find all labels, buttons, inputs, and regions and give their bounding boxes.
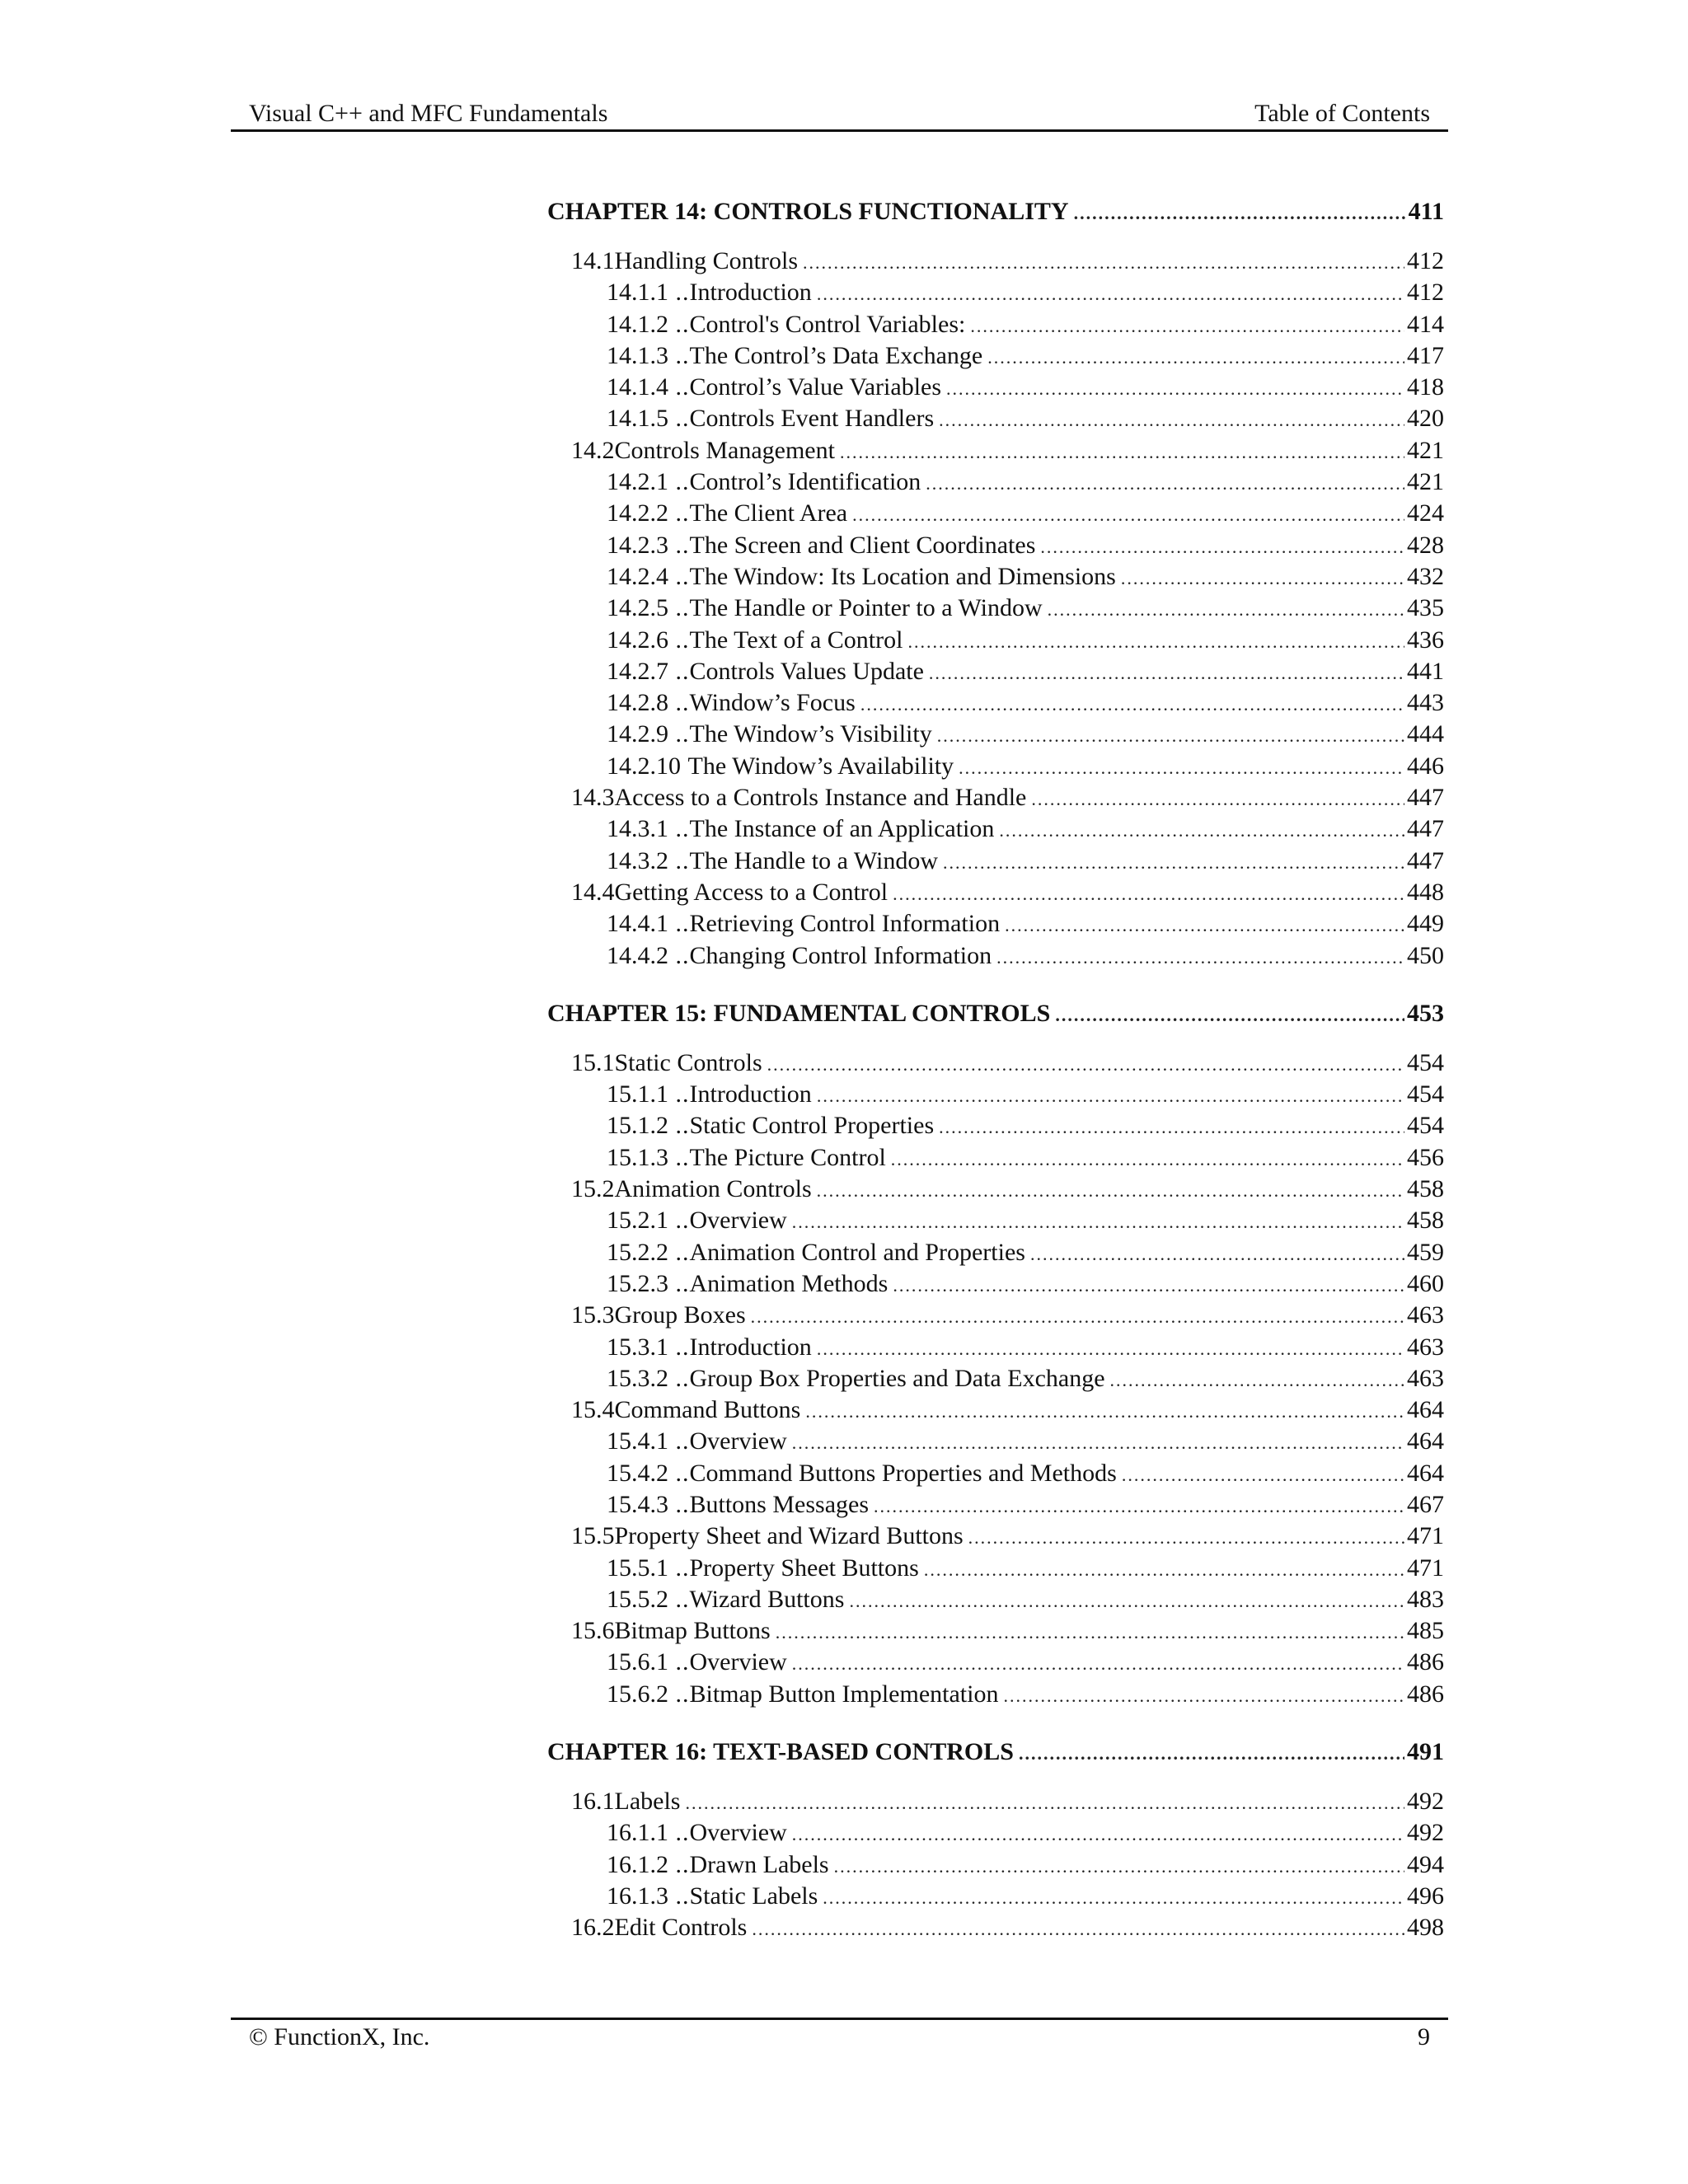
entry-page: 424 [1407, 499, 1444, 527]
entry-title: Overview [689, 1207, 787, 1235]
page-footer [231, 2018, 1448, 2055]
entry-title: Property Sheet Buttons [689, 1554, 919, 1582]
entry-title: Animation Control and Properties [689, 1238, 1025, 1266]
entry-title: The Client Area [689, 499, 848, 527]
entry-number: 15.1 [571, 1048, 615, 1076]
dot-leader [852, 499, 1404, 531]
toc-section-entry[interactable] [547, 1786, 1444, 1817]
entry-number: 14.2.3 .. [607, 530, 690, 561]
entry-number: 14.4.1 .. [607, 908, 690, 940]
entry-title: Introduction [689, 1333, 812, 1361]
dot-leader [1055, 1005, 1404, 1026]
entry-page: 486 [1407, 1680, 1444, 1708]
entry-page: 494 [1407, 1850, 1444, 1878]
dot-leader [1030, 1239, 1404, 1270]
toc-subsection-entry[interactable] [547, 1679, 1444, 1710]
entry-page: 443 [1407, 689, 1444, 717]
dot-leader [946, 373, 1404, 405]
dot-leader [817, 279, 1404, 310]
entry-page: 447 [1407, 846, 1444, 874]
entry-title: Overview [689, 1648, 787, 1676]
dot-leader [803, 247, 1404, 279]
dot-leader [1019, 1743, 1404, 1765]
dot-leader [939, 1112, 1404, 1143]
entry-page: 447 [1407, 815, 1444, 843]
dot-leader [1048, 594, 1404, 626]
entry-title: Labels [614, 1788, 681, 1816]
entry-number: 15.1.2 .. [607, 1110, 690, 1141]
dot-leader [1005, 910, 1404, 941]
entry-page: 446 [1407, 752, 1444, 780]
dot-leader [907, 626, 1404, 658]
entry-page: 441 [1407, 657, 1444, 685]
entry-title: Animation Controls [614, 1175, 812, 1203]
entry-number: 14.3.1 .. [607, 813, 690, 845]
chapter-14 [547, 198, 1444, 972]
entry-number: 15.3 [571, 1301, 615, 1329]
toc-section-entry[interactable] [547, 1174, 1444, 1205]
entry-title: The Handle to a Window [689, 846, 938, 874]
dot-leader [752, 1914, 1404, 1945]
entry-title: Bitmap Button Implementation [689, 1680, 999, 1708]
toc-subsection-entry[interactable] [547, 277, 1444, 308]
chapter-heading[interactable] [547, 1000, 1444, 1036]
entry-number: 16.1.2 .. [607, 1849, 690, 1881]
toc-subsection-entry[interactable] [547, 530, 1444, 561]
entry-title: Retrieving Control Information [689, 910, 1001, 938]
dot-leader [817, 1333, 1404, 1365]
toc-subsection-entry[interactable] [547, 940, 1444, 972]
chapter-entries [547, 1786, 1444, 1943]
entry-page: 459 [1407, 1238, 1444, 1266]
entry-title: Command Buttons Properties and Methods [689, 1459, 1117, 1487]
entry-page: 421 [1407, 436, 1444, 464]
entry-number: 15.5 [571, 1522, 615, 1550]
entry-title: The Window’s Visibility [689, 720, 932, 748]
entry-title: The Screen and Client Coordinates [689, 531, 1036, 559]
entry-page: 464 [1407, 1427, 1444, 1455]
toc-section-entry[interactable] [547, 1912, 1444, 1943]
entry-title: Buttons Messages [689, 1490, 869, 1518]
entry-page: 414 [1407, 310, 1444, 338]
entry-title: Overview [689, 1427, 787, 1455]
entry-page: 449 [1407, 910, 1444, 938]
entry-page: 492 [1407, 1819, 1444, 1847]
toc-subsection-entry[interactable] [547, 561, 1444, 593]
dot-leader [999, 815, 1404, 846]
dot-leader [959, 752, 1404, 784]
entry-number: 14.1.3 .. [607, 340, 690, 372]
entry-page: 448 [1407, 878, 1444, 906]
entry-page: 417 [1407, 341, 1444, 369]
page-number: 9 [1418, 2023, 1430, 2050]
dot-leader [996, 942, 1404, 973]
entry-number: 14.4.2 .. [607, 940, 690, 972]
toc-subsection-entry[interactable] [547, 1205, 1444, 1236]
toc-subsection-entry[interactable] [547, 372, 1444, 403]
toc-subsection-entry[interactable] [547, 1237, 1444, 1268]
dot-leader [805, 1396, 1404, 1427]
entry-number: 15.6.2 .. [607, 1679, 690, 1710]
dot-leader [893, 1270, 1404, 1301]
toc-subsection-entry[interactable] [547, 340, 1444, 372]
entry-page: 428 [1407, 531, 1444, 559]
entry-number: 14.2.5 .. [607, 593, 690, 624]
page-header [231, 97, 1448, 132]
entry-page: 463 [1407, 1364, 1444, 1392]
toc-subsection-entry[interactable] [547, 1849, 1444, 1881]
entry-title: The Control’s Data Exchange [689, 341, 983, 369]
entry-number: 14.1 [571, 247, 615, 274]
entry-page: 432 [1407, 562, 1444, 590]
entry-page: 460 [1407, 1269, 1444, 1297]
dot-leader [751, 1301, 1404, 1333]
entry-number: 14.2.7 .. [607, 656, 690, 687]
entry-title: Changing Control Information [689, 941, 992, 969]
entry-title: Animation Methods [689, 1269, 889, 1297]
toc-section-entry[interactable] [547, 1047, 1444, 1079]
entry-page: 420 [1407, 405, 1444, 433]
entry-title: Static Control Properties [689, 1112, 935, 1140]
entry-number: 14.4 [571, 878, 615, 906]
toc-subsection-entry[interactable] [547, 1332, 1444, 1363]
dot-leader [968, 1522, 1404, 1554]
dot-leader [891, 1144, 1404, 1175]
entry-title: The Window’s Availability [687, 752, 954, 780]
toc-subsection-entry[interactable] [547, 1363, 1444, 1394]
toc-section-entry[interactable] [547, 877, 1444, 908]
entry-title: The Instance of an Application [689, 815, 995, 843]
toc-subsection-entry[interactable] [547, 1881, 1444, 1912]
entry-title: The Window: Its Location and Dimensions [689, 562, 1116, 590]
entry-title: Controls Values Update [689, 657, 924, 685]
entry-title: Access to a Controls Instance and Handle [614, 784, 1027, 812]
toc-subsection-entry[interactable] [547, 498, 1444, 529]
toc-subsection-entry[interactable] [547, 1142, 1444, 1174]
entry-page: 483 [1407, 1585, 1444, 1613]
entry-number: 15.2.1 .. [607, 1205, 690, 1236]
chapter-page: 491 [1407, 1738, 1444, 1766]
chapter-16 [547, 1738, 1444, 1943]
entry-title: Control’s Value Variables [689, 373, 942, 401]
entry-page: 435 [1407, 594, 1444, 622]
entry-title: Control's Control Variables: [689, 310, 966, 338]
entry-title: Control’s Identification [689, 468, 921, 496]
dot-leader [924, 1554, 1404, 1586]
chapter-heading[interactable] [547, 198, 1444, 234]
chapter-entries [547, 1047, 1444, 1710]
dot-leader [929, 658, 1404, 689]
entry-number: 15.4.2 .. [607, 1458, 690, 1489]
toc-subsection-entry[interactable] [547, 625, 1444, 656]
entry-number: 14.2 [571, 436, 615, 464]
entry-title: Static Labels [689, 1882, 818, 1910]
entry-title: Window’s Focus [689, 689, 856, 717]
dot-leader [874, 1491, 1404, 1522]
entry-title: Static Controls [614, 1048, 762, 1076]
entry-number: 15.4 [571, 1396, 615, 1424]
entry-page: 444 [1407, 720, 1444, 748]
entry-title: The Handle or Pointer to a Window [689, 594, 1043, 622]
entry-title: The Picture Control [689, 1143, 886, 1171]
entry-number: 15.6.1 .. [607, 1647, 690, 1678]
toc-subsection-entry[interactable] [547, 1584, 1444, 1615]
entry-number: 15.1.1 .. [607, 1079, 690, 1110]
entry-page: 463 [1407, 1301, 1444, 1329]
entry-number: 15.4.1 .. [607, 1426, 690, 1457]
dot-leader [1040, 532, 1404, 563]
entry-page: 412 [1407, 279, 1444, 307]
dot-leader [685, 1788, 1404, 1819]
dot-leader [1110, 1365, 1404, 1396]
dot-leader [849, 1586, 1404, 1617]
chapter-heading[interactable] [547, 1738, 1444, 1774]
chapter-title: CHAPTER 15: FUNDAMENTAL CONTROLS [547, 999, 1051, 1027]
entry-title: Command Buttons [614, 1396, 801, 1424]
entry-number: 14.2.4 .. [607, 561, 690, 593]
section-title: Table of Contents [1254, 100, 1430, 127]
toc-section-entry[interactable] [547, 1615, 1444, 1647]
toc-section-entry[interactable] [547, 435, 1444, 466]
dot-leader [817, 1080, 1404, 1112]
entry-number: 16.1.1 .. [607, 1817, 690, 1849]
entry-page: 464 [1407, 1459, 1444, 1487]
dot-leader [767, 1049, 1404, 1080]
toc-subsection-entry[interactable] [547, 1647, 1444, 1678]
chapter-page: 411 [1408, 198, 1444, 225]
entry-page: 454 [1407, 1080, 1444, 1108]
entry-page: 458 [1407, 1207, 1444, 1235]
toc-subsection-entry[interactable] [547, 908, 1444, 940]
toc-section-entry[interactable] [547, 782, 1444, 813]
entry-number: 14.2.1 .. [607, 466, 690, 498]
chapter-title: CHAPTER 16: TEXT-BASED CONTROLS [547, 1738, 1014, 1766]
dot-leader [939, 405, 1404, 436]
toc-subsection-entry[interactable] [547, 1110, 1444, 1141]
entry-number: 14.1.5 .. [607, 403, 690, 434]
toc-subsection-entry[interactable] [547, 1268, 1444, 1300]
entry-title: Drawn Labels [689, 1850, 829, 1878]
entry-number: 14.2.2 .. [607, 498, 690, 529]
chapter-entries [547, 246, 1444, 972]
entry-title: Edit Controls [614, 1914, 748, 1942]
entry-number: 15.3.1 .. [607, 1332, 690, 1363]
entry-title: Overview [689, 1819, 787, 1847]
entry-page: 498 [1407, 1914, 1444, 1942]
entry-title: Bitmap Buttons [614, 1617, 771, 1645]
dot-leader [792, 1207, 1404, 1238]
toc-section-entry[interactable] [547, 246, 1444, 277]
dot-leader [1121, 563, 1404, 594]
toc-section-entry[interactable] [547, 1394, 1444, 1426]
toc-subsection-entry[interactable] [547, 1817, 1444, 1849]
entry-page: 450 [1407, 941, 1444, 969]
chapter-title: CHAPTER 14: CONTROLS FUNCTIONALITY [547, 198, 1069, 225]
entry-number: 14.1.2 .. [607, 309, 690, 340]
entry-page: 464 [1407, 1396, 1444, 1424]
dot-leader [943, 847, 1404, 879]
dot-leader [926, 468, 1404, 499]
dot-leader [792, 1819, 1404, 1850]
chapter-15 [547, 1000, 1444, 1710]
entry-page: 454 [1407, 1048, 1444, 1076]
toc-subsection-entry[interactable] [547, 1489, 1444, 1521]
dot-leader [834, 1851, 1404, 1882]
table-of-contents [547, 198, 1444, 1947]
entry-page: 463 [1407, 1333, 1444, 1361]
entry-page: 456 [1407, 1143, 1444, 1171]
toc-subsection-entry[interactable] [547, 1426, 1444, 1457]
entry-page: 467 [1407, 1490, 1444, 1518]
entry-page: 418 [1407, 373, 1444, 401]
entry-page: 485 [1407, 1617, 1444, 1645]
toc-subsection-entry[interactable] [547, 466, 1444, 498]
dot-leader [987, 342, 1404, 373]
entry-page: 486 [1407, 1648, 1444, 1676]
toc-subsection-entry[interactable] [547, 813, 1444, 845]
entry-number: 15.4.3 .. [607, 1489, 690, 1521]
entry-title: Wizard Buttons [689, 1585, 845, 1613]
dot-leader [823, 1882, 1404, 1914]
dot-leader [970, 311, 1404, 342]
entry-page: 471 [1407, 1554, 1444, 1582]
dot-leader [937, 720, 1404, 752]
entry-title: Introduction [689, 1080, 812, 1108]
toc-subsection-entry[interactable] [547, 1458, 1444, 1489]
entry-number: 14.1.1 .. [607, 277, 690, 308]
entry-title: Controls Event Handlers [689, 405, 935, 433]
toc-subsection-entry[interactable] [547, 719, 1444, 750]
entry-title: Controls Management [614, 436, 835, 464]
entry-number: 15.5.1 .. [607, 1553, 690, 1584]
entry-number: 14.2.6 .. [607, 625, 690, 656]
dot-leader [893, 879, 1404, 910]
entry-number: 15.5.2 .. [607, 1584, 690, 1615]
toc-subsection-entry[interactable] [547, 751, 1444, 782]
entry-page: 454 [1407, 1112, 1444, 1140]
entry-title: Property Sheet and Wizard Buttons [614, 1522, 964, 1550]
toc-subsection-entry[interactable] [547, 1553, 1444, 1584]
entry-title: Handling Controls [614, 247, 798, 274]
entry-number: 15.2 [571, 1175, 615, 1203]
entry-number: 14.3 [571, 784, 615, 812]
entry-title: Group Boxes [614, 1301, 746, 1329]
dot-leader [1031, 784, 1404, 815]
dot-leader [1074, 203, 1406, 224]
entry-number: 15.2.3 .. [607, 1268, 690, 1300]
toc-subsection-entry[interactable] [547, 309, 1444, 340]
entry-number: 16.1.3 .. [607, 1881, 690, 1912]
entry-number: 14.2.10 [607, 752, 681, 780]
toc-section-entry[interactable] [547, 1300, 1444, 1331]
entry-number: 14.2.9 .. [607, 719, 690, 750]
entry-page: 496 [1407, 1882, 1444, 1910]
entry-page: 471 [1407, 1522, 1444, 1550]
entry-number: 14.2.8 .. [607, 687, 690, 719]
entry-number: 14.3.2 .. [607, 846, 690, 877]
entry-title: Getting Access to a Control [614, 878, 889, 906]
entry-page: 492 [1407, 1788, 1444, 1816]
entry-page: 421 [1407, 468, 1444, 496]
toc-subsection-entry[interactable] [547, 687, 1444, 719]
entry-page: 412 [1407, 247, 1444, 274]
entry-number: 15.3.2 .. [607, 1363, 690, 1394]
book-title: Visual C++ and MFC Fundamentals [249, 100, 608, 127]
entry-title: Introduction [689, 279, 812, 307]
dot-leader [792, 1648, 1404, 1680]
dot-leader [776, 1617, 1404, 1648]
entry-number: 16.1 [571, 1788, 615, 1816]
entry-title: Group Box Properties and Data Exchange [689, 1364, 1105, 1392]
entry-page: 447 [1407, 784, 1444, 812]
dot-leader [1003, 1680, 1404, 1712]
dot-leader [1122, 1460, 1404, 1491]
entry-page: 458 [1407, 1175, 1444, 1203]
copyright: © FunctionX, Inc. [249, 2023, 430, 2050]
toc-subsection-entry[interactable] [547, 1079, 1444, 1110]
entry-page: 436 [1407, 626, 1444, 654]
entry-number: 15.2.2 .. [607, 1237, 690, 1268]
dot-leader [860, 689, 1404, 720]
dot-leader [817, 1175, 1404, 1207]
entry-number: 15.6 [571, 1617, 615, 1645]
toc-subsection-entry[interactable] [547, 846, 1444, 877]
entry-number: 15.1.3 .. [607, 1142, 690, 1174]
toc-subsection-entry[interactable] [547, 656, 1444, 687]
toc-section-entry[interactable] [547, 1521, 1444, 1552]
chapter-page: 453 [1407, 999, 1444, 1027]
dot-leader [840, 437, 1404, 468]
dot-leader [792, 1427, 1404, 1459]
entry-number: 16.2 [571, 1914, 615, 1942]
toc-subsection-entry[interactable] [547, 593, 1444, 624]
entry-number: 14.1.4 .. [607, 372, 690, 403]
entry-title: The Text of a Control [689, 626, 903, 654]
toc-subsection-entry[interactable] [547, 403, 1444, 434]
